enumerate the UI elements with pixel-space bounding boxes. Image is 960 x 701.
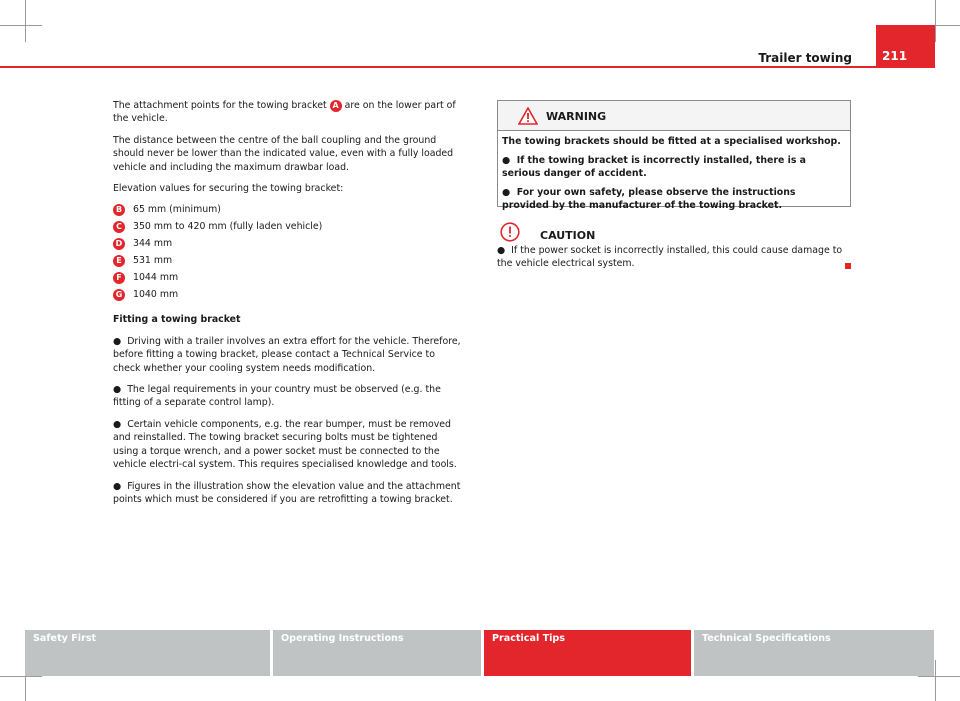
caution-body: If the power socket is incorrectly installed, this could cause damage to the vehicle electrical system. — [497, 245, 843, 270]
crop-mark — [935, 0, 936, 42]
bullet-item — [113, 480, 465, 507]
bullet-text: Certain vehicle components, e.g. the rear bumper, must be removed and reinstalled. The towing bracket securing bolts must be tightened using a torque wrench, and a power socket must be connected to the vehicle electri-cal system. This requires specialised knowledge and tools. — [113, 418, 457, 471]
marker-badge: B — [113, 204, 125, 216]
marker-badge: E — [113, 255, 125, 267]
marker-badge: C — [113, 221, 125, 233]
warning-triangle-icon — [518, 107, 538, 129]
bullet-dot: ● — [497, 245, 506, 256]
bullet-text: If the towing bracket is incorrectly installed, there is a serious danger of accident. — [502, 155, 806, 179]
intro-paragraph — [113, 99, 465, 126]
bullet-dot: ● — [113, 418, 122, 430]
crop-mark — [25, 0, 26, 42]
left-column — [113, 99, 465, 514]
bullet-dot: ● — [113, 480, 122, 492]
caution-title: CAUTION — [540, 229, 596, 242]
bullet-dot: ● — [502, 187, 511, 198]
elevation-value: 65 mm (minimum) — [133, 204, 221, 216]
bullet-text: For your own safety, please observe the instructions provided by the manufacturer of the towing bracket. — [502, 187, 796, 211]
bullet-item — [502, 186, 844, 212]
tab-operating-instructions[interactable]: Operating Instructions — [273, 630, 481, 676]
crop-mark — [0, 25, 42, 26]
list-item — [113, 220, 465, 237]
warning-intro: The towing brackets should be fitted at a specialised workshop. — [502, 136, 841, 147]
subheading: Fitting a towing bracket — [113, 314, 241, 326]
bullet-item — [113, 335, 465, 375]
caution-text — [497, 244, 851, 271]
elevation-value: 1040 mm — [133, 289, 179, 301]
page-number-text: 211 — [882, 49, 908, 63]
list-item — [113, 271, 465, 288]
distance-paragraph: The distance between the centre of the ball coupling and the ground should never be lower than the indicated value, even with a fully loaded vehicle and including the maximum drawbar load. — [113, 134, 454, 173]
caution-icon — [500, 222, 520, 246]
marker-badge: F — [113, 272, 125, 284]
bullet-text: The legal requirements in your country must be observed (e.g. the fitting of a separate control lamp). — [113, 384, 441, 409]
list-item — [113, 254, 465, 271]
elevation-value: 344 mm — [133, 238, 173, 250]
list-item — [113, 203, 465, 220]
bullet-item — [113, 418, 465, 472]
elevation-value: 1044 mm — [133, 272, 179, 284]
page-number — [876, 25, 935, 67]
tab-safety-first[interactable]: Safety First — [25, 630, 270, 676]
marker-badge: A — [330, 100, 342, 112]
bullet-text: Figures in the illustration show the elevation value and the attachment points which must be considered if you are retrofitting a towing bracket. — [113, 480, 461, 505]
warning-body — [498, 131, 850, 212]
bullet-item — [502, 154, 844, 180]
elevation-intro: Elevation values for securing the towing bracket: — [113, 183, 344, 195]
marker-badge: G — [113, 289, 125, 301]
bullet-text: Driving with a trailer involves an extra effort for the vehicle. Therefore, before fitting a towing bracket, please contact a Technical Service to check whether your cooling system needs modification. — [113, 335, 461, 374]
list-item — [113, 237, 465, 254]
bullet-item — [113, 383, 465, 410]
bullet-dot: ● — [502, 155, 511, 166]
crop-mark — [918, 676, 960, 677]
section-end-marker — [845, 263, 851, 269]
elevation-list — [113, 203, 465, 305]
intro-text: The attachment points for the towing bracket — [113, 100, 327, 111]
elevation-value: 531 mm — [133, 255, 173, 267]
warning-box — [497, 100, 851, 211]
tab-practical-tips[interactable]: Practical Tips — [484, 630, 691, 676]
intro-text-end: are on the lower part of the vehicle. — [113, 100, 456, 125]
marker-badge: D — [113, 238, 125, 250]
bullet-dot: ● — [113, 335, 122, 347]
elevation-value: 350 mm to 420 mm (fully laden vehicle) — [133, 221, 323, 233]
header-rule — [0, 66, 935, 68]
section-title: Trailer towing — [758, 51, 852, 65]
list-item — [113, 288, 465, 305]
crop-mark — [0, 676, 42, 677]
bullet-dot: ● — [113, 384, 122, 396]
warning-title: WARNING — [546, 110, 607, 123]
tab-technical-specifications[interactable]: Technical Specifications — [694, 630, 934, 676]
warning-header — [498, 101, 850, 131]
crop-mark — [935, 660, 936, 701]
footer-nav — [25, 630, 935, 676]
